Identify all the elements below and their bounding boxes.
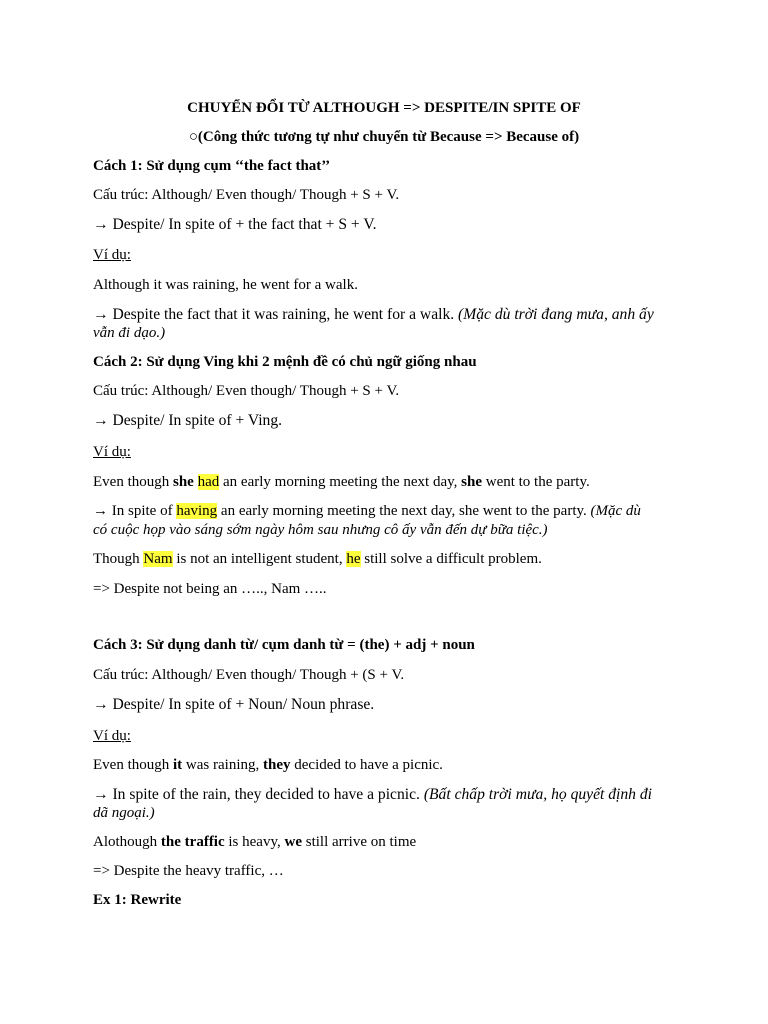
method-1-heading: Cách 1: Sử dụng cụm ‘‘the fact that’’ bbox=[93, 158, 331, 174]
method-3-example-4: => Despite the heavy traffic, … bbox=[93, 863, 284, 879]
example-sentence: → Despite the fact that it was raining, he went for a walk. bbox=[93, 306, 459, 323]
method-1-example-2 bbox=[93, 305, 654, 324]
method-3-heading: Cách 3: Sử dụng danh từ/ cụm danh từ = (the) + adj + noun bbox=[93, 637, 475, 653]
highlighted-word: he bbox=[346, 551, 361, 567]
method-3-example-3: Alothough the traffic is heavy, we still arrive on time bbox=[93, 834, 417, 850]
vietnamese-translation: (Mặc dù trời đang mưa, anh ấy bbox=[458, 306, 654, 323]
vietnamese-translation: (Bất chấp trời mưa, họ quyết định đi bbox=[423, 786, 653, 803]
subtitle-text: (Công thức tương tự như chuyển từ Because => Because of) bbox=[197, 129, 580, 145]
method-3-example-2-cont: dã ngoại.) bbox=[93, 805, 155, 821]
method-3-structure: Cấu trúc: Although/ Even though/ Though + (S + V. bbox=[93, 667, 405, 683]
highlighted-word: having bbox=[176, 503, 218, 519]
method-2-heading: Cách 2: Sử dụng Ving khi 2 mệnh đề có chủ ngữ giống nhau bbox=[93, 354, 477, 370]
method-2-example-3: Though Nam is not an intelligent student, he still solve a difficult problem. bbox=[93, 551, 542, 567]
example-sentence: → In spite of the rain, they decided to have a picnic. bbox=[93, 786, 424, 803]
method-2-example-2-cont: có cuộc họp vào sáng sớm ngày hôm sau nhưng cô ấy vẫn đến dự bữa tiệc.) bbox=[93, 522, 548, 538]
method-3-example-label: Ví dụ: bbox=[93, 728, 131, 744]
subject-bold: the traffic bbox=[160, 834, 225, 850]
method-3-formula: → Despite/ In spite of + Noun/ Noun phrase. bbox=[93, 696, 375, 713]
method-2-example-label: Ví dụ: bbox=[93, 444, 131, 460]
method-2-example-1: Even though she had an early morning meeting the next day, she went to the party. bbox=[93, 474, 590, 490]
subject-bold: she bbox=[461, 474, 482, 490]
document-subtitle bbox=[0, 128, 768, 147]
method-1-example-label: Ví dụ: bbox=[93, 247, 131, 263]
vietnamese-translation: (Mặc dù bbox=[590, 503, 641, 519]
circle-bullet-icon: ○ bbox=[188, 129, 198, 145]
method-2-structure: Cấu trúc: Although/ Even though/ Though + S + V. bbox=[93, 383, 400, 399]
method-2-example-2: → In spite of having an early morning meeting the next day, she went to the party. (Mặc dù bbox=[93, 503, 641, 519]
highlighted-word: Nam bbox=[143, 551, 173, 567]
method-1-example-2-cont: vẫn đi dạo.) bbox=[93, 325, 166, 341]
method-2-formula: → Despite/ In spite of + Ving. bbox=[93, 412, 283, 429]
document-title: CHUYỂN ĐỔI TỪ ALTHOUGH => DESPITE/IN SPITE OF bbox=[187, 100, 581, 116]
subject-bold: they bbox=[263, 757, 291, 773]
subject-bold: it bbox=[173, 757, 183, 773]
method-3-example-1: Even though it was raining, they decided to have a picnic. bbox=[93, 757, 443, 773]
subject-bold: we bbox=[284, 834, 302, 850]
subject-bold: she bbox=[173, 474, 194, 490]
method-1-formula: → Despite/ In spite of + the fact that + S + V. bbox=[93, 216, 377, 233]
highlighted-word: had bbox=[197, 474, 220, 490]
method-2-example-4: => Despite not being an ….., Nam ….. bbox=[93, 581, 327, 597]
exercise-heading: Ex 1: Rewrite bbox=[93, 892, 182, 908]
method-1-structure: Cấu trúc: Although/ Even though/ Though + S + V. bbox=[93, 187, 400, 203]
method-3-example-2 bbox=[93, 785, 652, 804]
method-1-example-1: Although it was raining, he went for a walk. bbox=[93, 277, 358, 293]
